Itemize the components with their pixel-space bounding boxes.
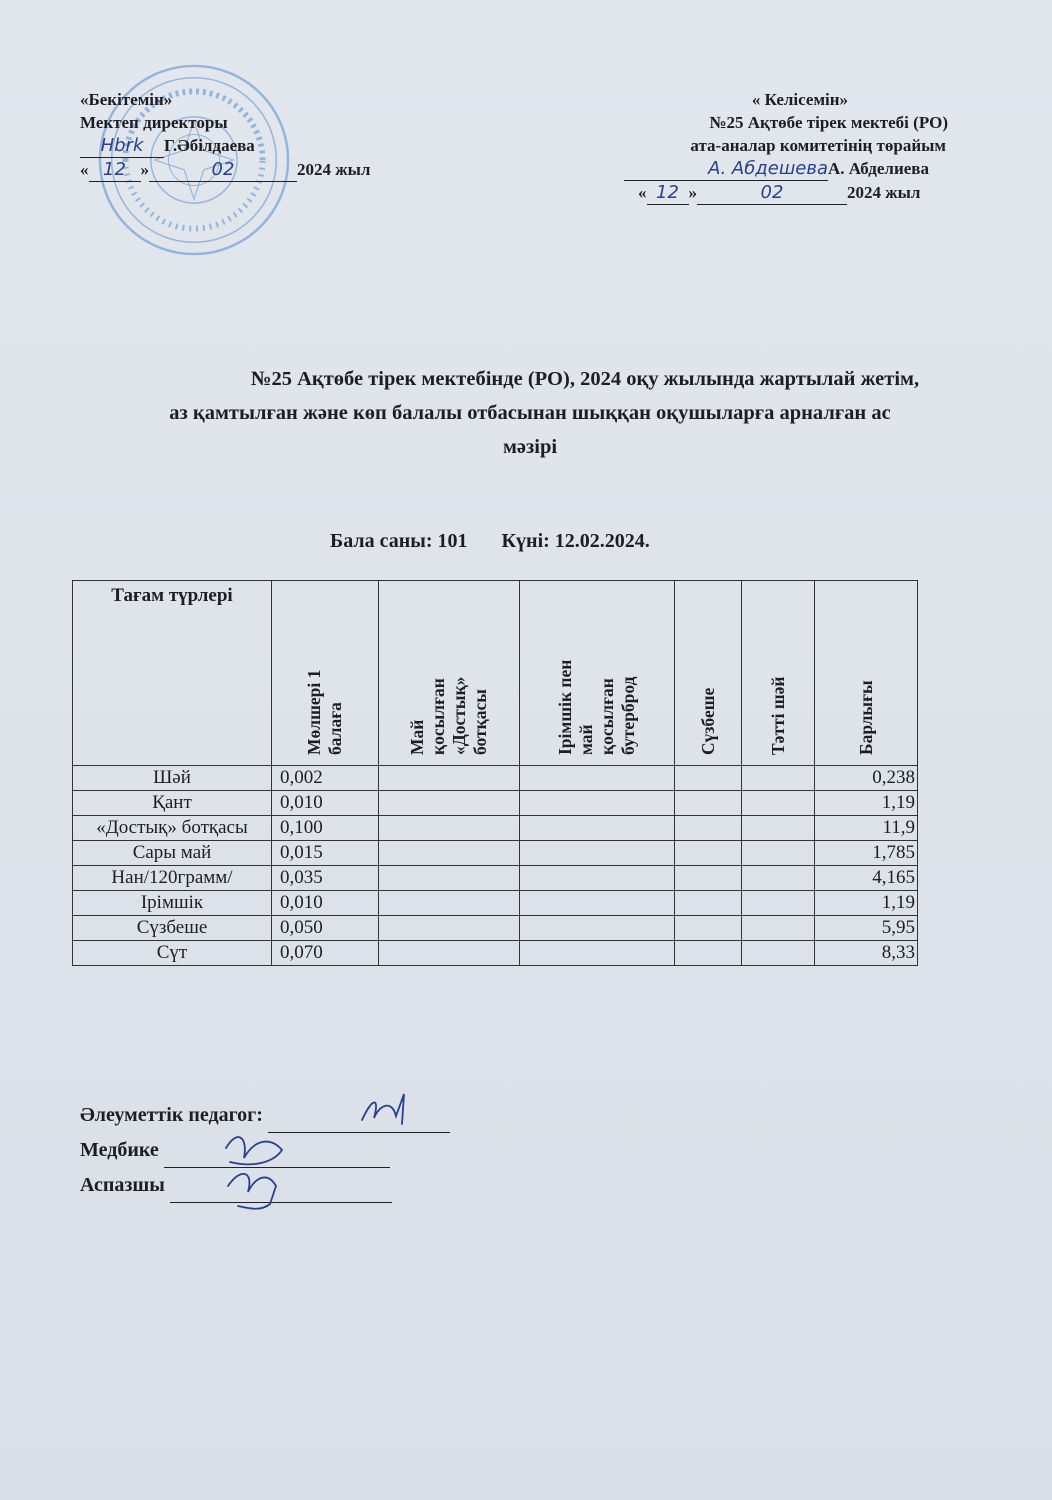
per-child-cell: 0,015 (272, 841, 379, 866)
agree-date (600, 181, 960, 205)
header-total (815, 581, 918, 766)
nurse-signature-underline (164, 1133, 390, 1168)
cook-signature-line (80, 1168, 450, 1203)
empty-cell (742, 941, 815, 966)
empty-cell (520, 816, 675, 841)
agree-heading: « Келісемін» (751, 90, 849, 109)
empty-cell (379, 791, 520, 816)
cook-label: Аспазшы (80, 1174, 165, 1196)
table-row (73, 816, 918, 841)
table-row (73, 941, 918, 966)
header-label-line: Сүзбеше (697, 687, 718, 755)
empty-cell (742, 791, 815, 816)
director-signature-line (80, 134, 370, 158)
nurse-signature-line (80, 1133, 450, 1168)
empty-cell (675, 916, 742, 941)
header-per-child-label (304, 669, 345, 755)
header-total-label (855, 680, 876, 755)
agree-school: №25 Ақтөбе тірек мектебі (РО) (709, 113, 948, 132)
table-row (73, 841, 918, 866)
pedagog-signature-underline (268, 1098, 450, 1133)
total-cell: 8,33 (815, 941, 918, 966)
agree-date-open-quote: « (638, 183, 647, 202)
header-sandwich-label (555, 659, 638, 755)
total-cell: 4,165 (815, 866, 918, 891)
month-underline (149, 158, 297, 182)
chair-name: А. Абделиева (828, 159, 929, 178)
director-title: Мектеп директоры (80, 113, 228, 132)
empty-cell (675, 941, 742, 966)
table-row (73, 766, 918, 791)
agreement-block (600, 88, 960, 205)
day-underline (89, 158, 141, 182)
document-title (60, 362, 1000, 464)
total-cell: 5,95 (815, 916, 918, 941)
empty-cell (379, 866, 520, 891)
header-porridge-label (407, 676, 490, 755)
food-name-cell: Сүт (73, 941, 272, 966)
empty-cell (675, 816, 742, 841)
per-child-cell: 0,100 (272, 816, 379, 841)
empty-cell (742, 916, 815, 941)
director-signature: Hbrk (100, 135, 144, 156)
header-label-line: «Достық» (449, 676, 469, 755)
agree-month: 02 (760, 182, 784, 203)
table-row (73, 916, 918, 941)
per-child-cell: 0,050 (272, 916, 379, 941)
empty-cell (520, 766, 675, 791)
food-name-cell: «Достық» ботқасы (73, 816, 272, 841)
cook-signature-underline (170, 1168, 392, 1203)
food-name-cell: Нан/120грамм/ (73, 866, 272, 891)
empty-cell (520, 891, 675, 916)
approval-block (80, 88, 370, 182)
menu-meta (330, 530, 684, 553)
empty-cell (520, 941, 675, 966)
empty-cell (742, 866, 815, 891)
title-line-2: аз қамтылған және көп балалы отбасынан шыққан оқушыларға арналған ас (169, 402, 891, 424)
agree-committee: ата-аналар комитетінің төрайым (690, 136, 946, 155)
food-name-cell: Қант (73, 791, 272, 816)
header-label-line: Барлығы (855, 680, 876, 755)
header-label-line: май (576, 724, 596, 755)
signatures-block (80, 1098, 450, 1203)
total-cell: 1,785 (815, 841, 918, 866)
header-sandwich (520, 581, 675, 766)
header-label-line: балаға (325, 702, 345, 755)
header-label-line: ботқасы (470, 689, 490, 755)
header-curd-label (697, 687, 718, 755)
menu-table (72, 580, 918, 966)
food-name-cell: Ірімшік (73, 891, 272, 916)
food-name-cell: Сүзбеше (73, 916, 272, 941)
empty-cell (675, 891, 742, 916)
agree-signature-line (600, 157, 960, 181)
table-header-row (73, 581, 918, 766)
director-signature-underline (80, 134, 164, 158)
header-label-line: қосылған (428, 678, 448, 755)
empty-cell (379, 941, 520, 966)
date-open-quote: « (80, 160, 89, 179)
date-close-quote: » (140, 160, 149, 179)
header-porridge (379, 581, 520, 766)
approve-month: 02 (211, 159, 235, 180)
menu-date: Күні: 12.02.2024. (501, 530, 650, 552)
approve-date (80, 158, 370, 182)
agree-day-underline (647, 181, 689, 205)
header-per-child (272, 581, 379, 766)
title-line-1: №25 Ақтөбе тірек мектебінде (РО), 2024 оқу жылында жартылай жетім, (250, 368, 920, 390)
empty-cell (742, 841, 815, 866)
per-child-cell: 0,010 (272, 891, 379, 916)
per-child-cell: 0,010 (272, 791, 379, 816)
approve-heading: «Бекітемін» (80, 90, 173, 109)
agree-year: 2024 жыл (847, 183, 921, 202)
empty-cell (520, 841, 675, 866)
agree-month-underline (697, 181, 847, 205)
children-count: Бала саны: 101 (330, 530, 468, 552)
empty-cell (742, 891, 815, 916)
header-label-line: Ірімшік пен (555, 659, 575, 755)
header-label-line: бутерброд (618, 676, 638, 755)
header-label-line: Тәтті шәй (767, 676, 788, 755)
table-row (73, 791, 918, 816)
empty-cell (379, 891, 520, 916)
per-child-cell: 0,070 (272, 941, 379, 966)
empty-cell (675, 866, 742, 891)
empty-cell (675, 841, 742, 866)
table-row (73, 891, 918, 916)
total-cell: 1,19 (815, 791, 918, 816)
empty-cell (742, 766, 815, 791)
agree-signature-underline (624, 157, 828, 181)
approve-year: 2024 жыл (297, 160, 371, 179)
food-name-cell: Сары май (73, 841, 272, 866)
approve-day: 12 (103, 159, 126, 180)
empty-cell (379, 816, 520, 841)
empty-cell (379, 916, 520, 941)
director-name: Г.Әбілдаева (164, 136, 255, 155)
empty-cell (675, 766, 742, 791)
header-label-line: Май (407, 719, 427, 755)
empty-cell (379, 766, 520, 791)
header-label-line: қосылған (597, 678, 617, 755)
empty-cell (675, 791, 742, 816)
food-name-cell: Шәй (73, 766, 272, 791)
header-sweet-tea-label (767, 676, 788, 756)
empty-cell (742, 816, 815, 841)
table-row (73, 866, 918, 891)
total-cell: 11,9 (815, 816, 918, 841)
empty-cell (520, 866, 675, 891)
nurse-label: Медбике (80, 1139, 159, 1161)
header-label-line: Мөлшері 1 (304, 669, 324, 755)
pedagog-label: Әлеуметтік педагог: (80, 1104, 263, 1126)
agree-date-close-quote: » (688, 183, 697, 202)
agree-day: 12 (656, 182, 679, 203)
empty-cell (520, 791, 675, 816)
header-food-types: Тағам түрлері (73, 581, 272, 766)
header-sweet-tea (742, 581, 815, 766)
empty-cell (520, 916, 675, 941)
header-curd (675, 581, 742, 766)
pedagog-signature-line (80, 1098, 450, 1133)
total-cell: 0,238 (815, 766, 918, 791)
empty-cell (379, 841, 520, 866)
title-line-3: мәзірі (502, 436, 558, 458)
chair-signature: А. Абдешева (708, 158, 828, 179)
per-child-cell: 0,035 (272, 866, 379, 891)
table-body (73, 766, 918, 966)
total-cell: 1,19 (815, 891, 918, 916)
per-child-cell: 0,002 (272, 766, 379, 791)
